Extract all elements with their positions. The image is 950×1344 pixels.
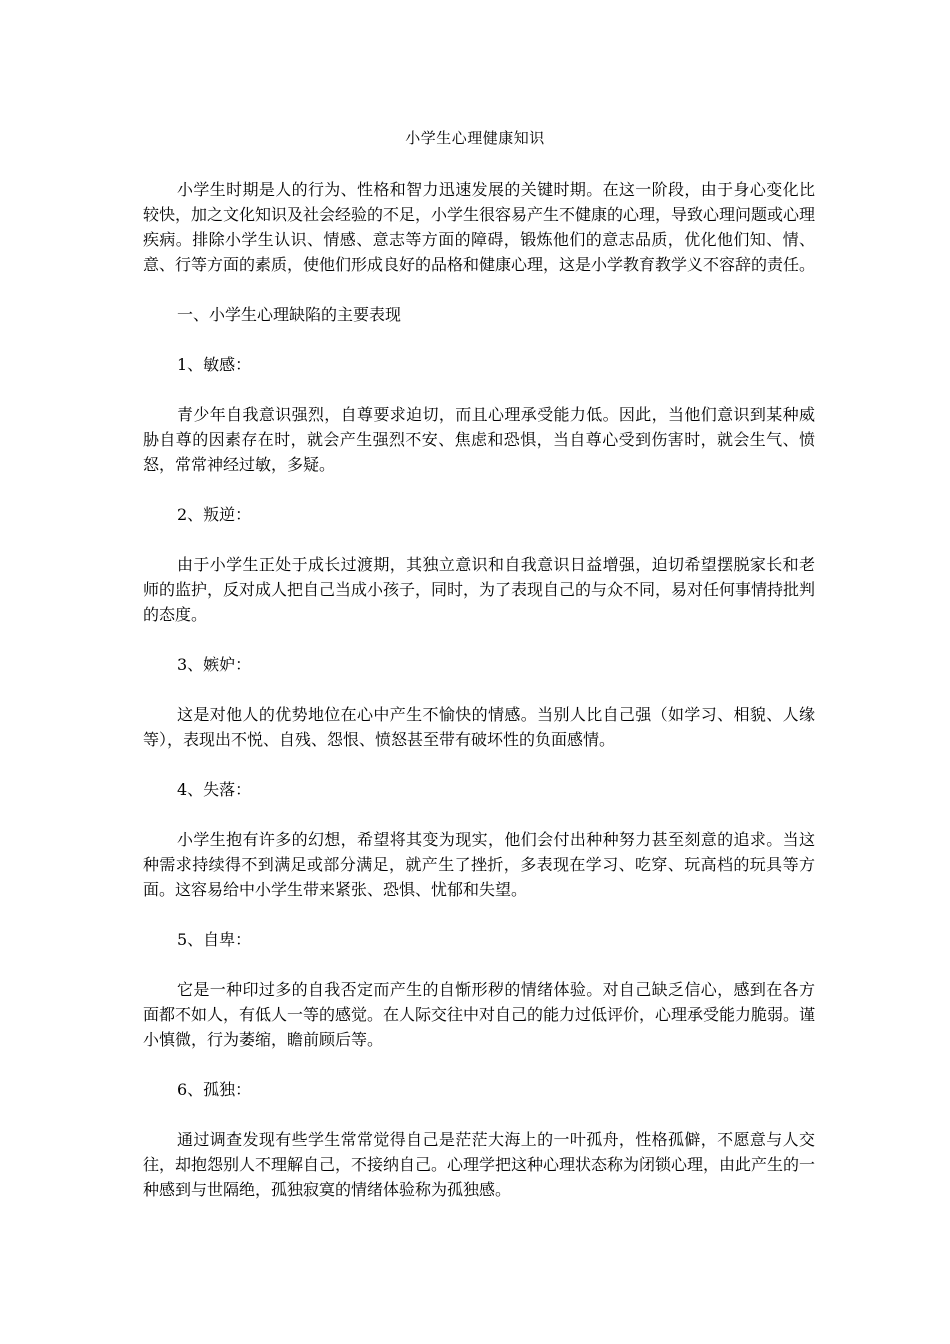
section-heading: 一、小学生心理缺陷的主要表现 — [177, 305, 402, 324]
item-heading-jealousy: 3、嫉妒： — [177, 655, 252, 674]
item-heading-inferiority: 5、自卑： — [177, 930, 252, 949]
item-body-loss: 小学生抱有许多的幻想，希望将其变为现实，他们会付出种种努力甚至刻意的追求。当这种需求持续得不到满足或部分满足，就产生了挫折，多表现在学习、吃穿、玩高档的玩具等方面。这容易给中小学生带来紧张、恐惧、忧郁和失望。 — [143, 830, 815, 899]
item-heading-loneliness: 6、孤独： — [177, 1080, 252, 1099]
item-body-jealousy: 这是对他人的优势地位在心中产生不愉快的情感。当别人比自己强（如学习、相貌、人缘等），表现出不悦、自残、怨恨、愤怒甚至带有破坏性的负面感情。 — [143, 705, 815, 749]
item-heading-rebellious: 2、叛逆： — [177, 505, 252, 524]
intro-paragraph: 小学生时期是人的行为、性格和智力迅速发展的关键时期。在这一阶段，由于身心变化比较快，加之文化知识及社会经验的不足，小学生很容易产生不健康的心理，导致心理问题或心理疾病。排除小学生认识、情感、意志等方面的障碍，锻炼他们的意志品质，优化他们知、情、意、行等方面的素质，使他们形成良好的品格和健康心理，这是小学教育教学义不容辞的责任。 — [143, 180, 816, 274]
item-body-rebellious: 由于小学生正处于成长过渡期，其独立意识和自我意识日益增强，迫切希望摆脱家长和老师的监护，反对成人把自己当成小孩子，同时，为了表现自己的与众不同，易对任何事情持批判的态度。 — [143, 555, 816, 624]
item-body-loneliness: 通过调查发现有些学生常常觉得自己是茫茫大海上的一叶孤舟，性格孤僻，不愿意与人交往，却抱怨别人不理解自己，不接纳自己。心理学把这种心理状态称为闭锁心理，由此产生的一种感到与世隔绝，孤独寂寞的情绪体验称为孤独感。 — [143, 1130, 816, 1199]
document-body — [143, 177, 815, 1227]
item-body-inferiority: 它是一种印过多的自我否定而产生的自惭形秽的情绪体验。对自己缺乏信心，感到在各方面都不如人，有低人一等的感觉。在人际交往中对自己的能力过低评价，心理承受能力脆弱。谨小慎微，行为萎缩，瞻前顾后等。 — [143, 980, 816, 1049]
document-title: 小学生心理健康知识 — [405, 129, 545, 147]
item-heading-loss: 4、失落： — [177, 780, 252, 799]
item-heading-sensitive: 1、敏感： — [177, 355, 252, 374]
item-body-sensitive: 青少年自我意识强烈，自尊要求迫切，而且心理承受能力低。因此，当他们意识到某种威胁自尊的因素存在时，就会产生强烈不安、焦虑和恐惧，当自尊心受到伤害时，就会生气、愤怒，常常神经过敏，多疑。 — [143, 405, 815, 474]
